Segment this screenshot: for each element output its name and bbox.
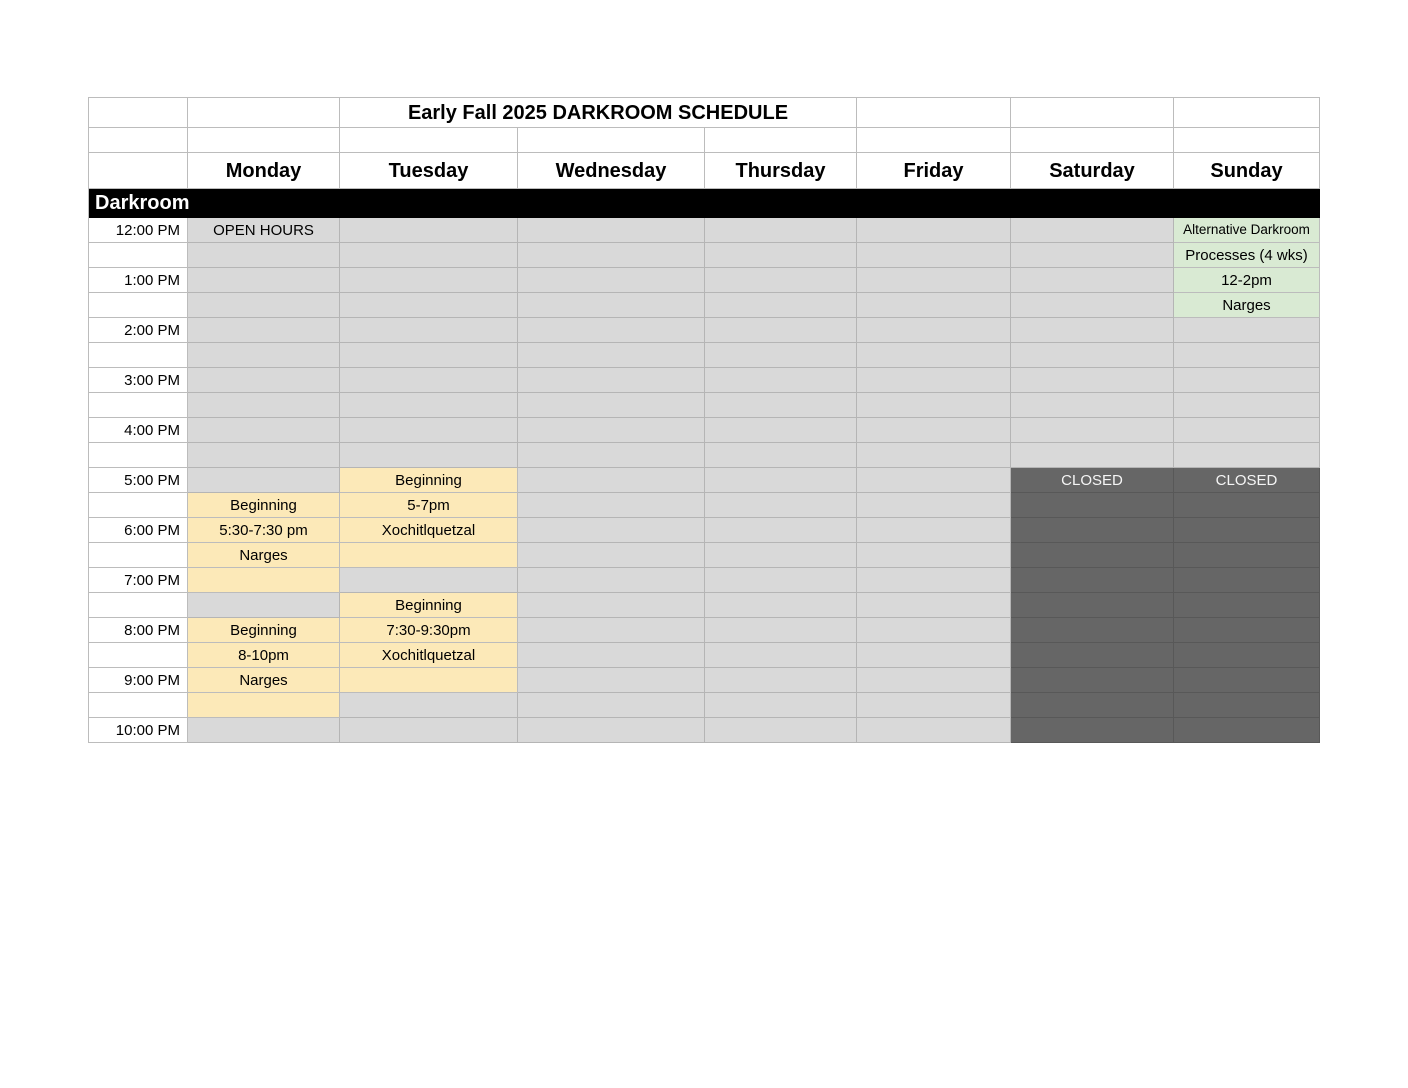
schedule-cell xyxy=(857,393,1011,418)
schedule-cell xyxy=(705,243,857,268)
schedule-cell xyxy=(188,393,340,418)
event-cell: Beginning xyxy=(188,618,340,643)
time-label: 1:00 PM xyxy=(89,268,188,293)
schedule-cell xyxy=(188,343,340,368)
schedule-cell xyxy=(340,368,518,393)
darkroom-schedule-table xyxy=(88,97,1320,743)
spacer-cell xyxy=(857,98,1011,128)
schedule-cell xyxy=(857,468,1011,493)
spacer-cell xyxy=(1011,98,1174,128)
schedule-cell xyxy=(518,618,705,643)
schedule-cell xyxy=(518,218,705,243)
time-label: 7:00 PM xyxy=(89,568,188,593)
schedule-cell xyxy=(705,618,857,643)
schedule-cell xyxy=(518,243,705,268)
schedule-cell xyxy=(188,718,340,743)
schedule-cell xyxy=(340,293,518,318)
closed-cell: CLOSED xyxy=(1174,468,1320,493)
schedule-cell xyxy=(705,268,857,293)
schedule-cell xyxy=(340,343,518,368)
time-label: 10:00 PM xyxy=(89,718,188,743)
schedule-cell xyxy=(188,418,340,443)
schedule-cell xyxy=(1011,368,1174,393)
schedule-cell xyxy=(518,368,705,393)
schedule-cell xyxy=(340,418,518,443)
schedule-cell xyxy=(1011,218,1174,243)
schedule-cell xyxy=(340,318,518,343)
schedule-cell xyxy=(340,268,518,293)
time-label: 4:00 PM xyxy=(89,418,188,443)
schedule-cell xyxy=(705,293,857,318)
time-label xyxy=(89,693,188,718)
closed-cell xyxy=(1174,593,1320,618)
schedule-cell xyxy=(340,568,518,593)
schedule-cell xyxy=(1011,443,1174,468)
schedule-cell xyxy=(518,718,705,743)
schedule-cell xyxy=(705,593,857,618)
schedule-cell xyxy=(518,318,705,343)
schedule-cell xyxy=(340,243,518,268)
schedule-cell xyxy=(705,568,857,593)
event-cell xyxy=(188,568,340,593)
schedule-cell xyxy=(705,643,857,668)
schedule-cell xyxy=(705,693,857,718)
schedule-cell xyxy=(340,693,518,718)
schedule-cell xyxy=(857,643,1011,668)
schedule-cell xyxy=(188,293,340,318)
schedule-cell xyxy=(518,668,705,693)
open-hours-cell: OPEN HOURS xyxy=(188,218,340,243)
event-cell xyxy=(188,693,340,718)
schedule-cell xyxy=(518,418,705,443)
schedule-cell xyxy=(857,543,1011,568)
closed-cell xyxy=(1174,493,1320,518)
schedule-cell xyxy=(1011,293,1174,318)
closed-cell xyxy=(1011,493,1174,518)
closed-cell xyxy=(1011,693,1174,718)
schedule-title: Early Fall 2025 DARKROOM SCHEDULE xyxy=(340,98,857,128)
closed-cell xyxy=(1174,618,1320,643)
schedule-cell xyxy=(340,443,518,468)
schedule-cell xyxy=(705,343,857,368)
alt-darkroom-cell: 12-2pm xyxy=(1174,268,1320,293)
schedule-cell xyxy=(705,493,857,518)
schedule-cell xyxy=(857,343,1011,368)
event-cell xyxy=(340,543,518,568)
spacer-cell xyxy=(89,98,188,128)
schedule-cell xyxy=(857,218,1011,243)
schedule-cell xyxy=(1174,443,1320,468)
alt-darkroom-cell: Processes (4 wks) xyxy=(1174,243,1320,268)
closed-cell xyxy=(1174,668,1320,693)
schedule-cell xyxy=(857,593,1011,618)
event-cell xyxy=(340,668,518,693)
schedule-cell xyxy=(1174,368,1320,393)
closed-cell xyxy=(1174,518,1320,543)
schedule-cell xyxy=(857,418,1011,443)
schedule-cell xyxy=(340,718,518,743)
schedule-cell xyxy=(188,318,340,343)
closed-cell xyxy=(1174,643,1320,668)
event-cell: Xochitlquetzal xyxy=(340,518,518,543)
schedule-cell xyxy=(518,693,705,718)
schedule-cell xyxy=(1011,268,1174,293)
schedule-cell xyxy=(518,543,705,568)
schedule-cell xyxy=(1011,418,1174,443)
day-header-monday: Monday xyxy=(188,153,340,189)
schedule-cell xyxy=(857,443,1011,468)
schedule-cell xyxy=(857,243,1011,268)
day-header-friday: Friday xyxy=(857,153,1011,189)
time-label xyxy=(89,393,188,418)
schedule-cell xyxy=(1011,318,1174,343)
spacer-cell xyxy=(1174,98,1320,128)
schedule-cell xyxy=(857,518,1011,543)
schedule-cell xyxy=(518,643,705,668)
schedule-cell xyxy=(518,568,705,593)
schedule-cell xyxy=(1011,343,1174,368)
spacer-cell xyxy=(188,128,340,153)
schedule-cell xyxy=(857,493,1011,518)
schedule-cell xyxy=(857,693,1011,718)
section-banner-darkroom: Darkroom xyxy=(89,189,1320,218)
schedule-cell xyxy=(705,518,857,543)
schedule-cell xyxy=(705,718,857,743)
schedule-cell xyxy=(340,393,518,418)
schedule-cell xyxy=(340,218,518,243)
time-label: 5:00 PM xyxy=(89,468,188,493)
schedule-cell xyxy=(705,418,857,443)
schedule-cell xyxy=(705,393,857,418)
schedule-cell xyxy=(705,368,857,393)
schedule-cell xyxy=(1011,243,1174,268)
event-cell: Narges xyxy=(188,543,340,568)
schedule-cell xyxy=(518,443,705,468)
schedule-cell xyxy=(188,243,340,268)
time-label xyxy=(89,593,188,618)
schedule-cell xyxy=(518,593,705,618)
schedule-cell xyxy=(857,668,1011,693)
closed-cell xyxy=(1174,543,1320,568)
spacer-cell xyxy=(89,153,188,189)
schedule-cell xyxy=(705,443,857,468)
day-header-saturday: Saturday xyxy=(1011,153,1174,189)
closed-cell xyxy=(1011,643,1174,668)
schedule-cell xyxy=(1174,393,1320,418)
event-cell: Beginning xyxy=(340,593,518,618)
event-cell: Beginning xyxy=(340,468,518,493)
event-cell: 5:30-7:30 pm xyxy=(188,518,340,543)
closed-cell: CLOSED xyxy=(1011,468,1174,493)
spacer-cell xyxy=(340,128,518,153)
day-header-thursday: Thursday xyxy=(705,153,857,189)
event-cell: Narges xyxy=(188,668,340,693)
schedule-cell xyxy=(857,318,1011,343)
time-label: 3:00 PM xyxy=(89,368,188,393)
schedule-cell xyxy=(1174,318,1320,343)
closed-cell xyxy=(1011,518,1174,543)
schedule-cell xyxy=(188,593,340,618)
closed-cell xyxy=(1174,568,1320,593)
spacer-cell xyxy=(705,128,857,153)
schedule-cell xyxy=(1174,418,1320,443)
schedule-cell xyxy=(705,318,857,343)
closed-cell xyxy=(1011,618,1174,643)
closed-cell xyxy=(1011,668,1174,693)
spacer-cell xyxy=(1011,128,1174,153)
time-label: 9:00 PM xyxy=(89,668,188,693)
spacer-cell xyxy=(89,128,188,153)
event-cell: 5-7pm xyxy=(340,493,518,518)
schedule-cell xyxy=(518,343,705,368)
schedule-cell xyxy=(188,368,340,393)
schedule-cell xyxy=(188,268,340,293)
schedule-cell xyxy=(705,543,857,568)
time-label xyxy=(89,643,188,668)
spacer-cell xyxy=(857,128,1011,153)
schedule-cell xyxy=(188,468,340,493)
time-label xyxy=(89,443,188,468)
schedule-cell xyxy=(518,268,705,293)
event-cell: 8-10pm xyxy=(188,643,340,668)
time-label: 12:00 PM xyxy=(89,218,188,243)
event-cell: Xochitlquetzal xyxy=(340,643,518,668)
schedule-cell xyxy=(518,518,705,543)
time-label: 2:00 PM xyxy=(89,318,188,343)
closed-cell xyxy=(1174,718,1320,743)
schedule-cell xyxy=(518,393,705,418)
closed-cell xyxy=(1011,568,1174,593)
day-header-tuesday: Tuesday xyxy=(340,153,518,189)
time-label xyxy=(89,493,188,518)
closed-cell xyxy=(1011,543,1174,568)
schedule-cell xyxy=(857,618,1011,643)
time-label xyxy=(89,243,188,268)
closed-cell xyxy=(1174,693,1320,718)
schedule-cell xyxy=(857,368,1011,393)
schedule-cell xyxy=(518,493,705,518)
day-header-sunday: Sunday xyxy=(1174,153,1320,189)
schedule-cell xyxy=(857,293,1011,318)
schedule-cell xyxy=(857,718,1011,743)
schedule-cell xyxy=(857,268,1011,293)
schedule-cell xyxy=(705,668,857,693)
spacer-cell xyxy=(518,128,705,153)
closed-cell xyxy=(1011,593,1174,618)
schedule-cell xyxy=(518,293,705,318)
spacer-cell xyxy=(188,98,340,128)
time-label xyxy=(89,543,188,568)
spacer-cell xyxy=(1174,128,1320,153)
schedule-cell xyxy=(1174,343,1320,368)
time-label: 8:00 PM xyxy=(89,618,188,643)
event-cell: Beginning xyxy=(188,493,340,518)
closed-cell xyxy=(1011,718,1174,743)
schedule-cell xyxy=(705,218,857,243)
time-label xyxy=(89,293,188,318)
time-label: 6:00 PM xyxy=(89,518,188,543)
alt-darkroom-cell: Narges xyxy=(1174,293,1320,318)
alt-darkroom-cell: Alternative Darkroom xyxy=(1174,218,1320,243)
day-header-wednesday: Wednesday xyxy=(518,153,705,189)
schedule-cell xyxy=(857,568,1011,593)
schedule-cell xyxy=(188,443,340,468)
schedule-cell xyxy=(518,468,705,493)
schedule-cell xyxy=(1011,393,1174,418)
event-cell: 7:30-9:30pm xyxy=(340,618,518,643)
time-label xyxy=(89,343,188,368)
schedule-cell xyxy=(705,468,857,493)
